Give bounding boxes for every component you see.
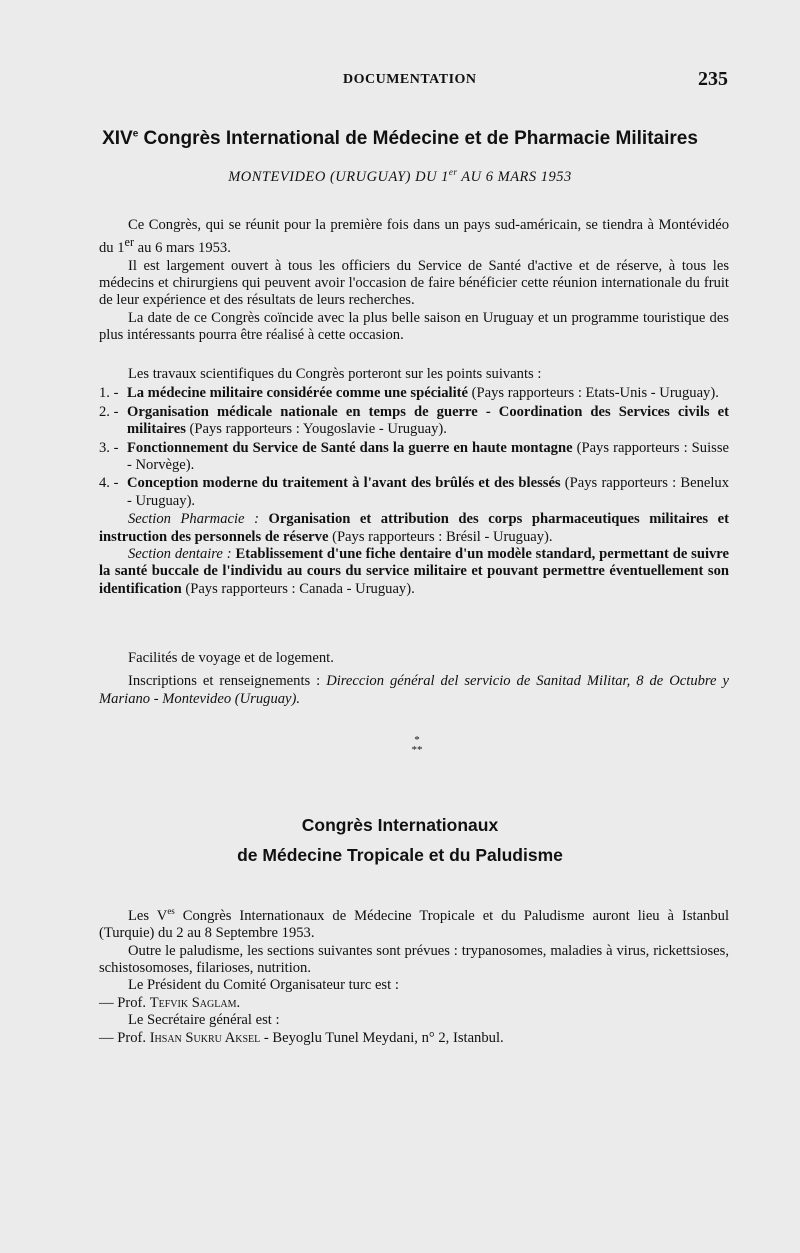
- topics-intro: Les travaux scientifiques du Congrès porteront sur les points suivants :: [128, 366, 542, 382]
- practical-info: [99, 650, 729, 708]
- president-name: Tefvik Saglam.: [149, 994, 241, 1011]
- page-number: 235: [698, 68, 728, 90]
- topic-item: [99, 440, 729, 475]
- topic-number: 1. -: [99, 385, 119, 402]
- p1-text-a: Ce Congrès, qui se réunit pour la première fois dans un pays sud-américain, se tiendra à Montévidéo du 1: [99, 217, 729, 257]
- running-head: [0, 68, 800, 92]
- topic-title: Conception moderne du traitement à l'avant des brûlés et des blessés: [127, 475, 561, 492]
- section-topic: Etablissement d'une fiche dentaire d'un modèle standard, permettant de suivre la santé buccale de l'individu au cours du service militaire et pouvant permettre éventuellement son identification: [99, 546, 729, 597]
- section-label: Section dentaire :: [128, 546, 232, 563]
- dash-prefix: — Prof.: [99, 1029, 150, 1046]
- secretary-address: - Beyoglu Tunel Meydani, n° 2, Istanbul.: [260, 1029, 504, 1046]
- running-title: DOCUMENTATION: [343, 72, 477, 87]
- topic-rapporteurs: (Pays rapporteurs : Etats-Unis - Uruguay).: [467, 385, 719, 402]
- secretary-name: Ihsan Sukru Aksel: [149, 1029, 261, 1046]
- topic-rapporteurs: (Pays rapporteurs : Yougoslavie - Uruguay).: [185, 421, 447, 438]
- subtitle-part-a: MONTEVIDEO (URUGUAY) DU 1: [228, 168, 449, 185]
- section-label: Section Pharmacie :: [128, 511, 259, 528]
- paragraph-secretary: Le Secrétaire général est :: [128, 1012, 280, 1029]
- subtitle-sup: er: [448, 167, 458, 177]
- topic-rapporteurs: (Pays rapporteurs : Suisse - Norvège).: [127, 439, 729, 474]
- p1-text-a: Les V: [128, 907, 168, 924]
- p1-text-b: Congrès Internationaux de Médecine Tropicale et du Paludisme auront lieu à Istanbul (Turquie) du 2 au 8 Septembre 1953.: [99, 907, 729, 942]
- article2-title-line1: Congrès Internationaux: [301, 815, 499, 835]
- section-rapporteurs: (Pays rapporteurs : Brésil - Uruguay).: [328, 528, 553, 545]
- section-dentaire: [99, 546, 729, 598]
- paragraph-president: Le Président du Comité Organisateur turc est :: [128, 977, 399, 994]
- inscriptions-label: Inscriptions et renseignements :: [128, 673, 327, 690]
- topic-rapporteurs: (Pays rapporteurs : Benelux - Uruguay).: [127, 475, 729, 509]
- topic-title: La médecine militaire considérée comme une spécialité: [127, 385, 468, 402]
- inscriptions-address: Direccion général del servicio de Sanitad Militar, 8 de Octubre y Mariano - Montevideo (Uruguay).: [99, 673, 729, 707]
- article2-title-line2: de Médecine Tropicale et du Paludisme: [237, 845, 563, 865]
- paragraph-season: La date de ce Congrès coïncide avec la plus belle saison en Uruguay et un programme touristique des plus intéressants pourra être réalisé à cette occasion.: [99, 309, 729, 344]
- p1-sup: er: [124, 235, 134, 250]
- article1-title: [0, 128, 800, 150]
- topic-number: 3. -: [99, 439, 119, 456]
- p1-text-b: au 6 mars 1953.: [134, 240, 231, 257]
- subtitle-part-b: AU 6 MARS 1953: [457, 168, 572, 185]
- inscriptions-paragraph: [99, 673, 729, 708]
- asterism-bottom: **: [411, 744, 423, 756]
- article1-subtitle: [0, 167, 800, 186]
- topic-number: 2. -: [99, 403, 119, 420]
- paragraph-participants: Il est largement ouvert à tous les officiers du Service de Santé d'active et de réserve, à tous les médecins et chirurgiens qui peuvent avoir l'occasion de faire bénéficier cette réunion internationale du fruit de leur expérience et des résultats de leurs recherches.: [99, 257, 729, 309]
- p1-sup: es: [167, 906, 175, 916]
- section-pharmacie: [99, 511, 729, 546]
- asterism-separator: [402, 735, 432, 757]
- topic-item: [99, 385, 729, 402]
- section-topic: Organisation et attribution des corps pharmaceutiques militaires et instruction des personnels de réserve: [99, 511, 729, 545]
- paragraph-congress-istanbul: [99, 903, 729, 943]
- asterism-top: *: [414, 734, 420, 746]
- paragraph-sections: Outre le paludisme, les sections suivantes sont prévues : trypanosomes, maladies à virus, rickettsioses, schistosomoses, filarioses, nutrition.: [99, 942, 729, 977]
- title-rest: Congrès International de Médecine et de Pharmacie Militaires: [138, 128, 698, 149]
- title-roman: XIV: [102, 128, 133, 149]
- president-name-line: [99, 995, 729, 1012]
- secretary-line: [99, 1030, 729, 1047]
- section-rapporteurs: (Pays rapporteurs : Canada - Uruguay).: [181, 580, 415, 597]
- topic-number: 4. -: [99, 475, 119, 492]
- topic-item: [99, 404, 729, 439]
- topic-title: Fonctionnement du Service de Santé dans la guerre en haute montagne: [127, 439, 573, 456]
- title-sup: e: [132, 128, 139, 140]
- article2-body: [99, 903, 729, 1047]
- facilities-line: Facilités de voyage et de logement.: [128, 650, 334, 666]
- article1-intro-paragraphs: [99, 217, 729, 345]
- dash-prefix: — Prof.: [99, 994, 150, 1011]
- topic-item: [99, 475, 729, 510]
- scientific-topics: [99, 366, 729, 598]
- topic-title: Organisation médicale nationale en temps de guerre - Coordination des Services civils et militaires: [127, 403, 729, 438]
- paragraph-congress-dates: [99, 217, 729, 258]
